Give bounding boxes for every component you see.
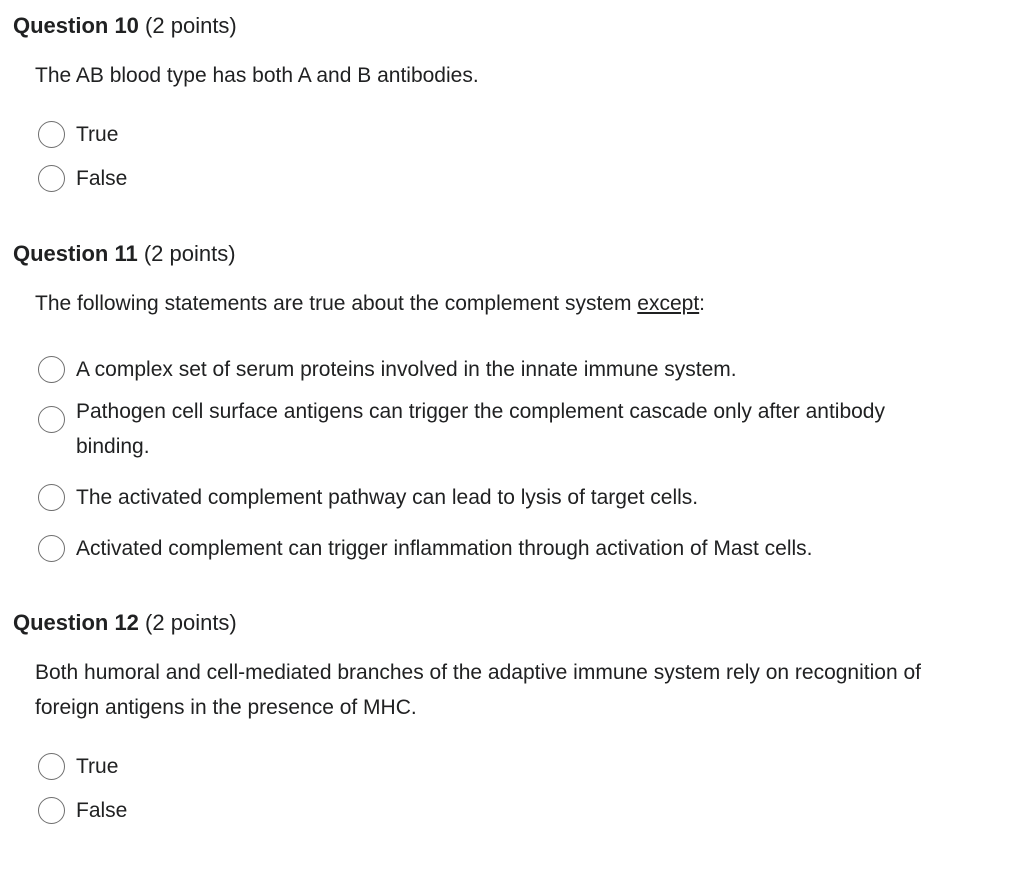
radio-button[interactable] (38, 165, 65, 192)
answer-option-false[interactable] (38, 793, 968, 828)
question-prompt: Both humoral and cell-mediated branches of the adaptive immune system rely on recognition of foreign antigens in the presence of MHC. (35, 661, 921, 719)
radio-button[interactable] (38, 535, 65, 562)
question-points: (2 points) (145, 13, 237, 38)
question-number: Question 12 (13, 610, 139, 635)
option-label: True (76, 123, 119, 146)
question-prompt: The AB blood type has both A and B antibodies. (35, 64, 479, 87)
answer-option-a[interactable] (38, 352, 968, 387)
prompt-emphasis: except (637, 292, 700, 315)
radio-button[interactable] (38, 753, 65, 780)
answer-option-false[interactable] (38, 161, 968, 196)
answer-option-true[interactable] (38, 749, 968, 784)
option-label: False (76, 799, 128, 822)
radio-button[interactable] (38, 406, 65, 433)
question-number: Question 11 (13, 241, 138, 266)
question-title (13, 609, 237, 637)
question-number: Question 10 (13, 13, 139, 38)
radio-button[interactable] (38, 121, 65, 148)
option-label: The activated complement pathway can lead to lysis of target cells. (76, 486, 699, 509)
question-points: (2 points) (143, 241, 236, 266)
option-label: False (76, 167, 128, 190)
option-label: True (76, 755, 119, 778)
answer-option-b[interactable] (38, 394, 968, 464)
answer-option-d[interactable] (38, 531, 968, 566)
question-points: (2 points) (145, 610, 237, 635)
prompt-text: The following statements are true about the complement system (35, 292, 638, 315)
question-prompt (35, 286, 965, 321)
prompt-colon: : (699, 292, 706, 315)
option-label: A complex set of serum proteins involved in the innate immune system. (76, 358, 737, 381)
answer-option-c[interactable] (38, 480, 968, 515)
radio-button[interactable] (38, 356, 65, 383)
question-title (13, 240, 236, 268)
radio-button[interactable] (38, 484, 65, 511)
answer-option-true[interactable] (38, 117, 968, 152)
option-label: Pathogen cell surface antigens can trigger the complement cascade only after antibody binding. (76, 400, 885, 458)
question-title (13, 12, 237, 40)
radio-button[interactable] (38, 797, 65, 824)
option-label: Activated complement can trigger inflammation through activation of Mast cells. (76, 537, 813, 560)
